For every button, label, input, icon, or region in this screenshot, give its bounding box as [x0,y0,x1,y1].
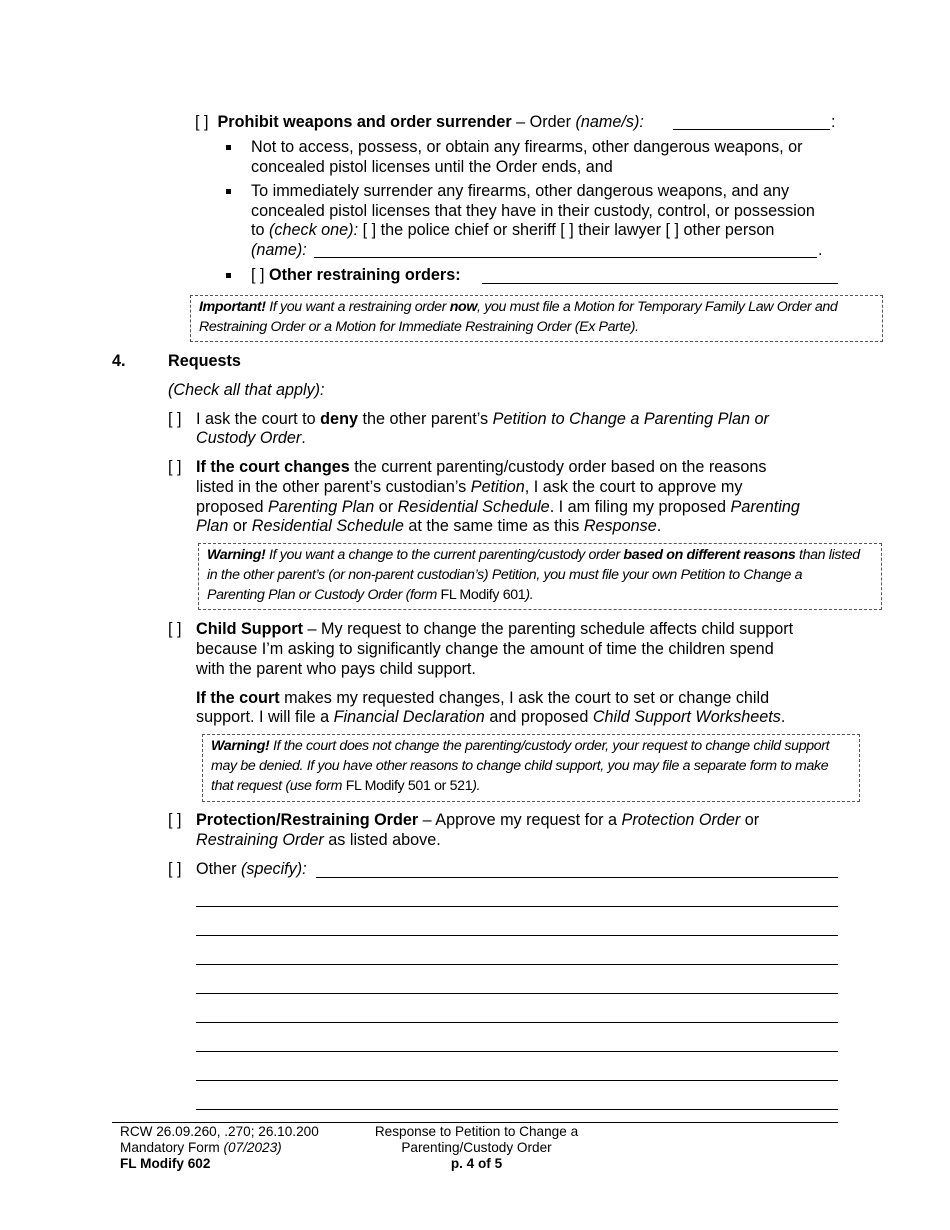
deny-checkbox[interactable]: [ ] [168,410,182,428]
changes-line4: Plan or Residential Schedule at the same time as this Response. [196,517,662,535]
footer-form-id: FL Modify 602 [120,1156,211,1171]
other-checkbox[interactable]: [ ] [168,860,182,878]
weapons-bullet2-line3: to (check one): [ ] the police chief or sheriff [ ] their lawyer [ ] other person [251,221,775,239]
footer-rcw: RCW 26.09.260, .270; 26.10.200 [120,1124,319,1139]
child-support-p2-line1: If the court makes my requested changes, I ask the court to set or change child [196,689,770,707]
changes-line1: If the court changes the current parenting/custody order based on the reasons [196,458,767,476]
weapons-period: . [818,241,823,259]
important-label: Important! [199,299,266,315]
deny-request-line2: Custody Order. [196,429,306,447]
other-label: Other (specify): [196,860,307,878]
changes-checkbox[interactable]: [ ] [168,458,182,476]
section-number: 4. [112,352,126,370]
option-their-lawyer[interactable]: [ ] their lawyer [560,221,666,239]
protection-line2: Restraining Order as listed above. [196,831,441,849]
other-specify-line[interactable] [196,1080,838,1081]
weapons-name-hint: (name): [251,241,307,259]
footer-title-line1: Response to Petition to Change a [374,1124,579,1139]
other-specify-line[interactable] [196,1109,838,1110]
bullet-marker [226,273,231,278]
child-support-line2: because I’m asking to significantly change the amount of time the children spend [196,640,774,658]
other-restraining-orders: [ ] Other restraining orders: [251,266,461,284]
warning-child-support-box: Warning! If the court does not change the parenting/custody order, your request to change child support may be denied. If you have other reasons to change child support, you may file a separate form to make that request (use form FL Modify 501 or 521). [202,734,860,802]
protection-checkbox[interactable]: [ ] [168,811,182,829]
child-support-line3: with the parent who pays child support. [196,660,476,678]
footer-center [356,1124,597,1172]
changes-line3: proposed Parenting Plan or Residential Schedule. I am filing my proposed Parenting [196,498,800,516]
other-person-name-field[interactable] [314,257,817,258]
other-restraining-field[interactable] [482,283,838,284]
footer-page-number: p. 4 of 5 [450,1156,503,1171]
weapons-title: Prohibit weapons and order surrender [217,113,512,131]
other-specify-line[interactable] [196,935,838,936]
footer-mandatory: Mandatory Form (07/2023) [120,1140,282,1155]
weapons-checkbox[interactable]: [ ] [195,113,209,131]
other-specify-line[interactable] [196,1022,838,1023]
bullet-marker [226,189,231,194]
weapons-bullet1-line2: concealed pistol licenses until the Order ends, and [251,158,613,176]
weapons-names-field[interactable] [673,129,830,130]
weapons-colon: : [831,113,836,131]
other-specify-field[interactable] [316,877,838,878]
other-restraining-checkbox[interactable]: [ ] [251,266,269,284]
protection-line1: Protection/Restraining Order – Approve my request for a Protection Order or [196,811,760,829]
weapons-bullet2-line2: concealed pistol licenses that they have in their custody, control, or possession [251,202,815,220]
other-specify-line[interactable] [196,1051,838,1052]
changes-line2: listed in the other parent’s custodian’s Petition, I ask the court to approve my [196,478,743,496]
option-other-person[interactable]: [ ] other person [665,221,775,239]
child-support-checkbox[interactable]: [ ] [168,620,182,638]
other-specify-line[interactable] [196,964,838,965]
warning-label: Warning! [211,738,270,754]
deny-request-line1: I ask the court to deny the other parent’s Petition to Change a Parenting Plan or [196,410,769,428]
warning-different-reasons-box: Warning! If you want a change to the current parenting/custody order based on different reasons than listed in the other parent’s (or non-parent custodian’s) Petition, you must file your own Petition to Change a Parenting Plan or Custody Order (form FL Modify 601). [198,543,882,610]
option-police-chief[interactable]: [ ] the police chief or sheriff [358,221,561,239]
footer-title-line2: Parenting/Custody Order [401,1140,552,1155]
section-title: Requests [168,352,241,370]
other-specify-line[interactable] [196,906,838,907]
section-subtitle: (Check all that apply): [168,381,325,399]
footer-left [120,1124,319,1172]
other-specify-line[interactable] [196,993,838,994]
weapons-bullet1-line1: Not to access, possess, or obtain any firearms, other dangerous weapons, or [251,138,803,156]
child-support-p2-line2: support. I will file a Financial Declaration and proposed Child Support Worksheets. [196,708,786,726]
warning-label: Warning! [207,547,266,563]
weapons-bullet2-line1: To immediately surrender any firearms, other dangerous weapons, and any [251,182,790,200]
important-note-box: Important! If you want a restraining order now, you must file a Motion for Temporary Family Law Order and Restraining Order or a Motion for Immediate Restraining Order (Ex Parte). [190,295,883,342]
bullet-marker [226,145,231,150]
weapons-heading: [ ] Prohibit weapons and order surrender – Order (name/s): [195,113,644,131]
child-support-line1: Child Support – My request to change the parenting schedule affects child support [196,620,794,638]
footer-divider [112,1122,838,1123]
